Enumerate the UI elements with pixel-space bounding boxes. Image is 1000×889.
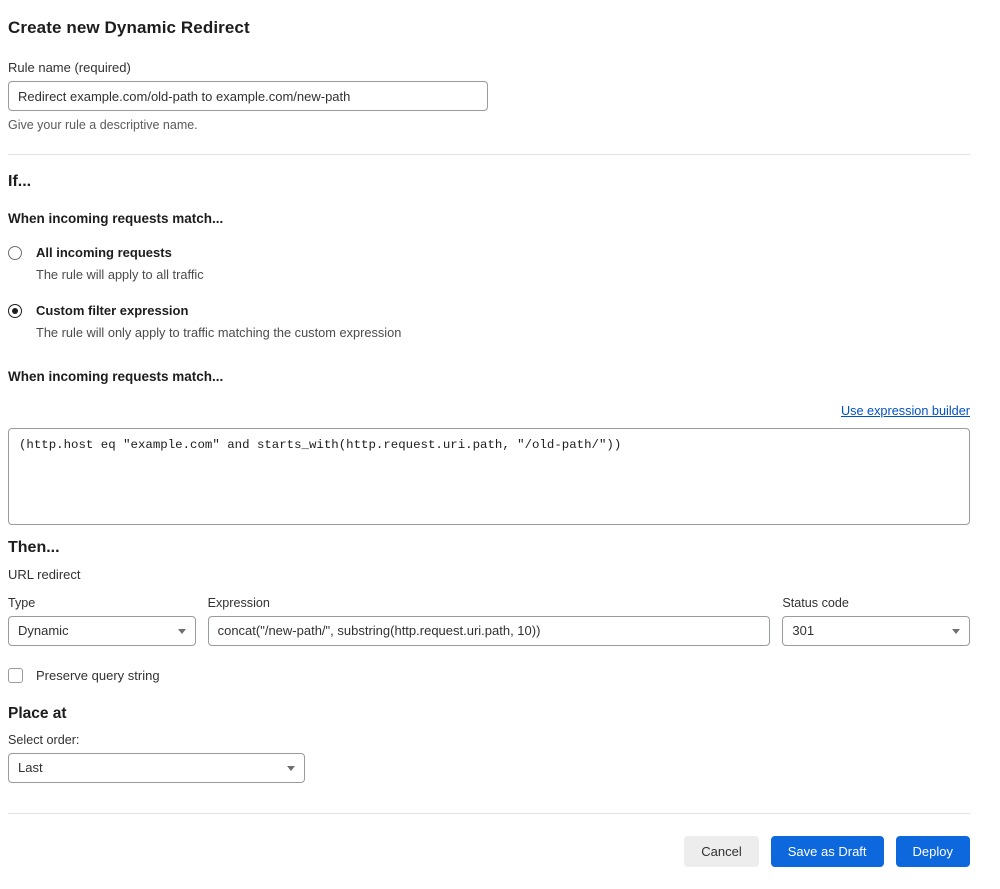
rule-name-label: Rule name (required) (8, 60, 131, 75)
rule-name-input[interactable] (8, 81, 488, 111)
radio-option-custom-filter[interactable] (8, 302, 970, 342)
radio-desc-custom-filter: The rule will only apply to traffic matching the custom expression (36, 325, 402, 341)
status-code-label: Status code (782, 595, 849, 610)
page-title: Create new Dynamic Redirect (8, 18, 250, 37)
chevron-down-icon (178, 629, 186, 634)
status-code-select-value: 301 (792, 623, 815, 639)
radio-title-all-requests: All incoming requests (36, 245, 172, 260)
save-as-draft-button[interactable]: Save as Draft (771, 836, 884, 867)
rule-name-help-text: Give your rule a descriptive name. (8, 118, 198, 132)
type-label: Type (8, 595, 36, 610)
type-select-value: Dynamic (18, 623, 69, 639)
rule-name-field-group (8, 60, 970, 132)
redirect-expression-input[interactable] (208, 616, 771, 646)
redirect-config-row (8, 596, 970, 646)
type-select[interactable] (8, 616, 196, 646)
deploy-button[interactable]: Deploy (896, 836, 970, 867)
match-subheading: When incoming requests match... (8, 211, 224, 226)
radio-desc-all-requests: The rule will apply to all traffic (36, 266, 204, 282)
use-expression-builder-link[interactable]: Use expression builder (840, 403, 970, 418)
radio-icon-all-requests[interactable] (8, 246, 22, 260)
order-select-value: Last (18, 760, 43, 776)
section-divider (8, 154, 970, 155)
chevron-down-icon (287, 766, 295, 771)
preserve-query-string-row[interactable] (8, 668, 970, 683)
url-redirect-label: URL redirect (8, 566, 81, 582)
type-field-group (8, 596, 196, 646)
expression-builder-link-row (8, 402, 970, 420)
expression-subheading: When incoming requests match... (8, 368, 224, 384)
radio-icon-custom-filter[interactable] (8, 304, 22, 318)
checkbox-icon-preserve-query[interactable] (8, 668, 23, 683)
status-code-select[interactable] (782, 616, 970, 646)
expression-field-group (208, 596, 771, 646)
if-section-heading: If... (8, 173, 32, 190)
footer-actions (0, 814, 1000, 867)
expression-label: Expression (207, 595, 270, 610)
cancel-button[interactable]: Cancel (684, 836, 758, 867)
status-code-field-group (782, 596, 970, 646)
order-select[interactable] (8, 753, 305, 783)
place-at-heading: Place at (8, 704, 67, 722)
chevron-down-icon (952, 629, 960, 634)
preserve-query-label: Preserve query string (36, 667, 160, 683)
radio-title-custom-filter: Custom filter expression (36, 303, 189, 319)
select-order-label: Select order: (8, 732, 80, 747)
radio-option-all-requests[interactable] (8, 244, 970, 284)
filter-expression-textarea[interactable] (8, 428, 970, 525)
then-section-heading: Then... (8, 538, 60, 556)
